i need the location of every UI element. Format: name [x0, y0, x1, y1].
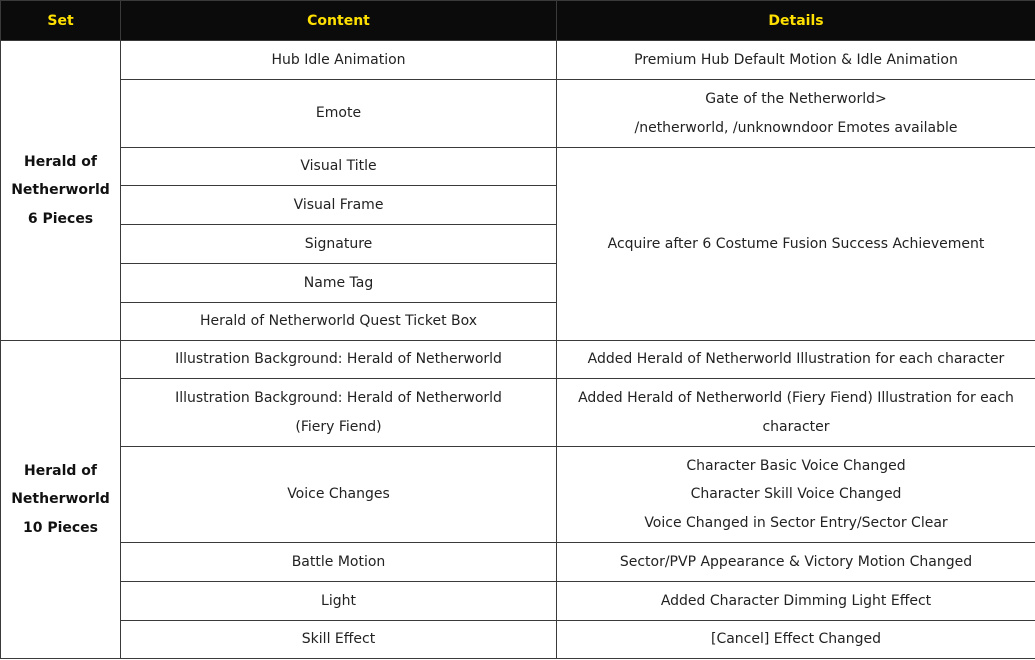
details-cell: [557, 543, 1035, 582]
details-cell: [557, 341, 1035, 379]
content-cell: [121, 582, 557, 621]
details-cell: [557, 582, 1035, 621]
content-cell: [121, 303, 557, 341]
details-line: Voice Changed in Sector Entry/Sector Clear: [644, 514, 948, 531]
details-cell: [557, 447, 1035, 543]
content-cell: [121, 447, 557, 543]
content-line: Hub Idle Animation: [271, 51, 406, 68]
details-cell: [557, 148, 1035, 341]
details-line: /netherworld, /unknowndoor Emotes available: [634, 119, 958, 136]
table-row: [1, 447, 1035, 543]
content-line: Signature: [304, 235, 373, 252]
details-line: Gate of the Netherworld>: [705, 91, 887, 107]
content-cell: [121, 543, 557, 582]
details-cell: [557, 621, 1035, 659]
content-line: Battle Motion: [291, 553, 386, 570]
header-row: [1, 1, 1035, 41]
content-cell: [121, 225, 557, 264]
header-content: Content: [121, 1, 557, 41]
content-line: Name Tag: [303, 274, 374, 291]
content-line: (Fiery Fiend): [295, 418, 382, 435]
content-line: Emote: [315, 105, 362, 122]
details-line: [Cancel] Effect Changed: [710, 631, 882, 648]
details-cell: [557, 379, 1035, 447]
content-line: Voice Changes: [287, 486, 390, 503]
content-line: Illustration Background: Herald of Netherworld: [175, 351, 502, 368]
set-name-cell: [1, 41, 121, 341]
details-line: Character Basic Voice Changed: [686, 457, 906, 474]
table-row: [1, 543, 1035, 582]
table-row: [1, 41, 1035, 80]
content-line: Illustration Background: Herald of Netherworld: [175, 390, 502, 406]
content-line: Visual Title: [300, 158, 377, 175]
content-cell: [121, 41, 557, 80]
content-cell: [121, 186, 557, 225]
details-line: Premium Hub Default Motion & Idle Animation: [634, 51, 958, 68]
set-name-line: 6 Pieces: [27, 210, 94, 227]
set-name-cell: [1, 341, 121, 659]
header-details: Details: [557, 1, 1035, 41]
content-line: Skill Effect: [301, 631, 376, 648]
table-row: [1, 148, 1035, 186]
details-line: character: [762, 418, 830, 435]
details-line: Sector/PVP Appearance & Victory Motion Changed: [619, 553, 973, 570]
set-name-line: Netherworld: [11, 491, 110, 508]
details-cell: [557, 41, 1035, 80]
details-line: Added Herald of Netherworld Illustration for each character: [587, 351, 1005, 368]
set-name-line: Netherworld: [11, 182, 110, 199]
table-row: [1, 341, 1035, 379]
content-cell: [121, 621, 557, 659]
content-cell: [121, 379, 557, 447]
details-line: Added Character Dimming Light Effect: [660, 592, 932, 609]
details-line: Added Herald of Netherworld (Fiery Fiend) Illustration for each: [578, 390, 1014, 406]
header-set: Set: [1, 1, 121, 41]
table-row: [1, 582, 1035, 621]
table-row: [1, 80, 1035, 148]
content-cell: [121, 341, 557, 379]
content-cell: [121, 80, 557, 148]
table-row: [1, 621, 1035, 659]
content-line: Visual Frame: [293, 196, 384, 213]
details-line: Character Skill Voice Changed: [690, 486, 902, 503]
table-row: [1, 379, 1035, 447]
content-line: Light: [321, 592, 356, 609]
content-cell: [121, 148, 557, 186]
details-cell: [557, 80, 1035, 148]
set-name-line: Herald of: [24, 462, 97, 479]
set-name-line: 10 Pieces: [22, 519, 99, 536]
content-cell: [121, 264, 557, 303]
set-name-line: Herald of: [24, 153, 97, 170]
content-line: Herald of Netherworld Quest Ticket Box: [199, 313, 478, 330]
details-line: Acquire after 6 Costume Fusion Success Achievement: [607, 235, 985, 252]
